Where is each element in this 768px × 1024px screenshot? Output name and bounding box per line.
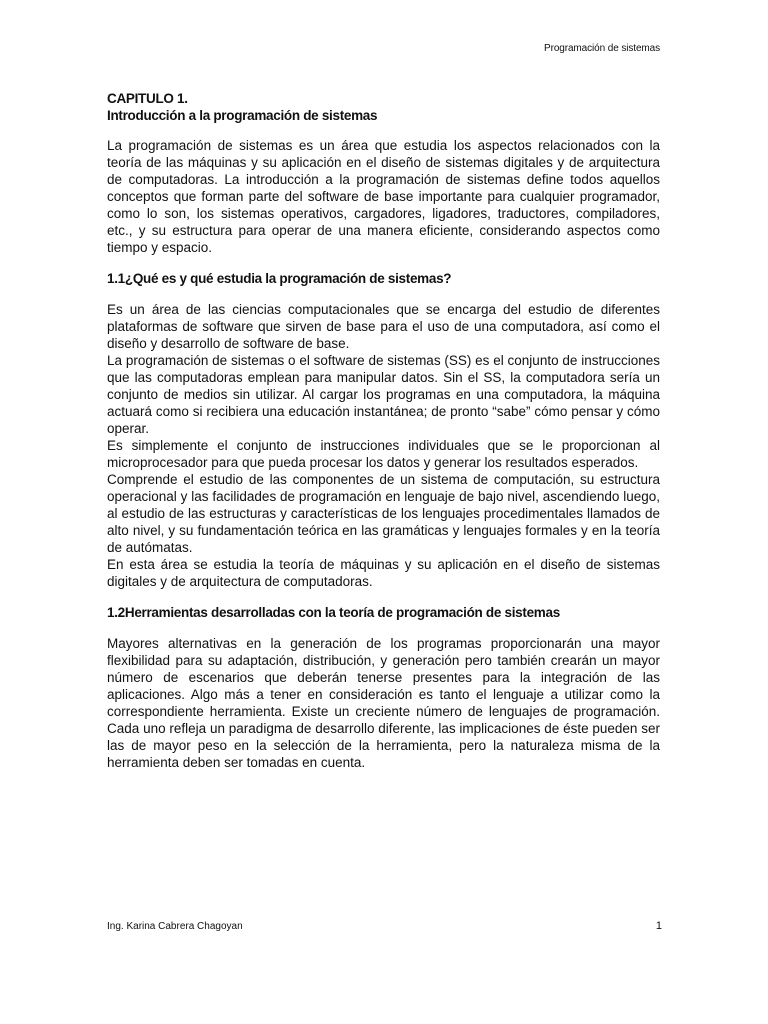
section-body-1-1: [107, 301, 660, 590]
page-number: 1: [655, 920, 662, 932]
chapter-intro-paragraph: La programación de sistemas es un área que estudia los aspectos relacionados con la teoría de las máquinas y su aplicación en el diseño de sistemas digitales y de arquitectura de computadoras. La introducción a la programación de sistemas define todos aquellos conceptos que forman parte del software de base importante para cualquier programador, como lo son, los sistemas operativos, cargadores, ligadores, traductores, compiladores, etc., y su estructura para operar de una manera eficiente, considerando aspectos como tiempo y espacio.: [107, 138, 660, 255]
section-paragraph: Mayores alternativas en la generación de los programas proporcionarán una mayor flexibilidad para su adaptación, distribución, y generación pero también crearán un mayor número de escenarios que deberán tenerse presentes para la integración de las aplicaciones. Algo más a tener en consideración es tanto el lenguaje a utilizar como la correspondiente herramienta. Existe un creciente número de lenguajes de programación. Cada uno refleja un paradigma de desarrollo diferente, las implicaciones de éste pueden ser las de mayor peso en la selección de la herramienta, pero la naturaleza misma de la herramienta deben ser tomadas en cuenta.: [107, 636, 660, 770]
section-paragraph: En esta área se estudia la teoría de máquinas y su aplicación en el diseño de sistemas digitales y de arquitectura de computadoras.: [107, 557, 660, 589]
chapter-label: CAPITULO 1.: [107, 91, 188, 106]
section-heading-1-2: 1.2Herramientas desarrolladas con la teoría de programación de sistemas: [107, 605, 560, 620]
footer-author: Ing. Karina Cabrera Chagoyan: [107, 921, 243, 932]
section-paragraph: Es simplemente el conjunto de instrucciones individuales que se le proporcionan al microprocesador para que pueda procesar los datos y generar los resultados esperados.: [107, 438, 660, 470]
section-body-1-2: [107, 635, 660, 771]
section-paragraph: La programación de sistemas o el software de sistemas (SS) es el conjunto de instrucciones que las computadoras emplean para manipular datos. Sin el SS, la computadora sería un conjunto de medios sin utilizar. Al cargar los programas en una computadora, la máquina actuará como si recibiera una educación instantánea; de pronto “sabe” cómo pensar y cómo operar.: [107, 353, 660, 436]
section-paragraph: Comprende el estudio de las componentes de un sistema de computación, su estructura operacional y las facilidades de programación en lenguaje de bajo nivel, ascendiendo luego, al estudio de las estructuras y características de los lenguajes procedimentales llamados de alto nivel, y su fundamentación teórica en las gramáticas y lenguajes formales y en la teoría de autómatas.: [107, 472, 660, 555]
section-heading-1-1: 1.1¿Qué es y qué estudia la programación de sistemas?: [107, 271, 452, 286]
page-content: [107, 90, 660, 771]
section-paragraph: Es un área de las ciencias computacionales que se encarga del estudio de diferentes plataformas de software que sirven de base para el uso de una computadora, así como el diseño y desarrollo de software de base.: [107, 302, 660, 351]
chapter-title: Introducción a la programación de sistemas: [107, 108, 378, 123]
running-header: Programación de sistemas: [544, 43, 660, 54]
